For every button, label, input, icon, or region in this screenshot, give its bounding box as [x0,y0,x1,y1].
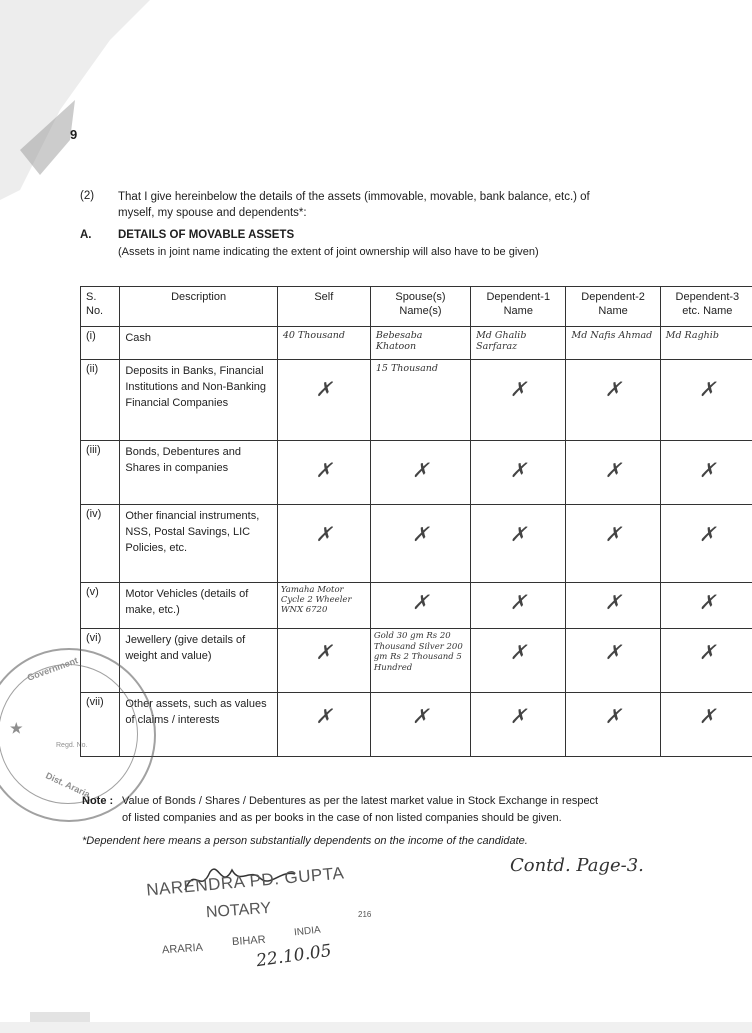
cell-dependent-1: Md Ghalib Sarfaraz [471,327,566,360]
row-number: (i) [81,327,120,360]
page-number: 9 [70,127,78,142]
section-a-letter: A. [80,229,92,241]
cell-dependent-1 [471,360,566,441]
header-spouse: Spouse(s) Name(s) [370,287,470,327]
cross-mark: ✗ [604,458,622,482]
table-row [81,629,752,693]
cross-mark: ✗ [698,704,716,728]
cell-self: Yamaha Motor Cycle 2 Wheeler WNX 6720 [277,583,370,629]
notary-date: 22.10.05 [254,940,333,972]
scan-bottom-noise [0,1010,752,1033]
section-a-subtitle: (Assets in joint name indicating the extent of joint ownership will also have to be given) [118,246,539,258]
cross-mark: ✗ [509,704,527,728]
cell-self: 40 Thousand [277,327,370,360]
stamp-top-text: Government [25,655,80,683]
cell-self [277,360,370,441]
cross-mark: ✗ [604,377,622,401]
cross-mark: ✗ [412,522,429,546]
table-row [81,441,752,505]
table-row [81,327,752,360]
cross-mark: ✗ [412,458,429,482]
cell-dependent-3 [660,693,752,757]
cross-mark: ✗ [698,458,716,482]
scan-shadow [0,0,160,200]
header-dependent-1: Dependent-1 Name [471,287,566,327]
cell-dependent-3 [660,505,752,583]
section-a-title: DETAILS OF MOVABLE ASSETS [118,229,295,241]
cell-dependent-1 [471,583,566,629]
cell-dependent-3 [660,360,752,441]
cell-dependent-2 [566,505,660,583]
dependent-definition: *Dependent here means a person substantially dependents on the income of the candidate. [82,835,528,847]
cross-mark: ✗ [604,704,622,728]
cross-mark: ✗ [604,522,622,546]
section-2-text-line1: That I give hereinbelow the details of the assets (immovable, movable, bank balance, etc.) of [118,191,590,203]
cell-dependent-2: Md Nafis Ahmad [566,327,660,360]
cell-dependent-2 [566,629,660,693]
row-number: (vii) [81,693,120,757]
cell-dependent-1 [471,441,566,505]
row-number: (vi) [81,629,120,693]
star-icon: ★ [10,720,23,736]
note-line2: of listed companies and as per books in the case of non listed companies should be given. [122,812,562,824]
cell-self [277,693,370,757]
cell-dependent-3 [660,583,752,629]
note-label: Note : [82,795,114,807]
row-number: (v) [81,583,120,629]
cross-mark: ✗ [315,704,333,728]
cell-dependent-2 [566,583,660,629]
cell-self [277,505,370,583]
cell-dependent-3 [660,441,752,505]
cross-mark: ✗ [315,377,333,401]
row-description: Motor Vehicles (details of make, etc.) [120,583,277,629]
section-2-number: (2) [80,190,95,202]
row-description: Other assets, such as values of claims / interests [120,693,277,757]
cross-mark: ✗ [509,590,527,614]
cell-spouse: 15 Thousand [370,360,470,441]
cross-mark: ✗ [509,458,527,482]
cross-mark: ✗ [509,522,527,546]
section-2-text-line2: myself, my spouse and dependents*: [118,207,307,219]
cross-mark: ✗ [698,522,716,546]
cross-mark: ✗ [604,590,622,614]
cross-mark: ✗ [698,640,716,664]
cell-dependent-1 [471,629,566,693]
notary-name: NARENDRA PD. GUPTA [145,863,345,900]
header-dependent-3: Dependent-3 etc. Name [660,287,752,327]
cross-mark: ✗ [509,640,527,664]
note-line1: Value of Bonds / Shares / Debentures as per the latest market value in Stock Exchange in respect [122,795,599,807]
cross-mark: ✗ [698,590,716,614]
notary-country: INDIA [293,924,322,939]
cell-spouse [370,441,470,505]
table-row [81,360,752,441]
continued-note: Contd. Page-3. [510,855,644,876]
cell-self [277,441,370,505]
cell-dependent-2 [566,441,660,505]
table-row [81,693,752,757]
notary-place: ARARIA [161,941,204,957]
row-description: Cash [120,327,277,360]
cell-dependent-2 [566,360,660,441]
cell-dependent-1 [471,505,566,583]
cell-dependent-2 [566,693,660,757]
row-description: Deposits in Banks, Financial Institutions and Non-Banking Financial Companies [120,360,277,441]
row-number: (ii) [81,360,120,441]
header-dependent-2: Dependent-2 Name [566,287,660,327]
cross-mark: ✗ [509,377,527,401]
cross-mark: ✗ [315,458,333,482]
row-number: (iv) [81,505,120,583]
row-description: Jewellery (give details of weight and value) [120,629,277,693]
cross-mark: ✗ [315,640,333,664]
cell-spouse [370,693,470,757]
header-description: Description [120,287,277,327]
cross-mark: ✗ [412,704,429,728]
cell-dependent-3: Md Raghib [660,327,752,360]
header-self: Self [277,287,370,327]
notary-state: BIHAR [231,933,267,949]
cell-spouse [370,505,470,583]
stamp-regd-text: Regd. No. [56,742,88,749]
cross-mark: ✗ [315,522,333,546]
movable-assets-table [80,286,752,757]
cell-dependent-3 [660,629,752,693]
table-row [81,583,752,629]
table-row [81,505,752,583]
cell-spouse [370,583,470,629]
notary-number: 216 [358,910,372,919]
cross-mark: ✗ [412,590,429,614]
cell-self [277,629,370,693]
row-number: (iii) [81,441,120,505]
cell-spouse: Bebesaba Khatoon [370,327,470,360]
cross-mark: ✗ [604,640,622,664]
cell-spouse: Gold 30 gm Rs 20 Thousand Silver 200 gm Rs 2 Thousand 5 Hundred [370,629,470,693]
row-description: Other financial instruments, NSS, Postal Savings, LIC Policies, etc. [120,505,277,583]
cell-dependent-1 [471,693,566,757]
row-description: Bonds, Debentures and Shares in companies [120,441,277,505]
cross-mark: ✗ [698,377,716,401]
notary-title: NOTARY [205,899,272,922]
table-header-row [81,287,752,327]
header-sno: S. No. [81,287,120,327]
stamp-bottom-text: Dist. Araria [44,770,92,800]
